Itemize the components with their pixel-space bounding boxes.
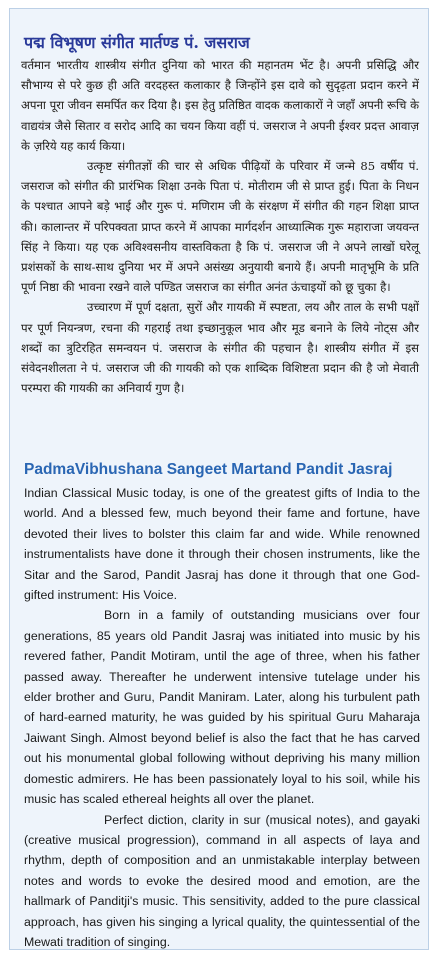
english-paragraph-3: Perfect diction, clarity in sur (musical notes), and gayaki (creative musical progression), command in all aspects of laya and rhythm, depth of composition and an unmistakable interplay between notes and words to evoke the desired mood and emotion, are the hallmark of Panditji's music. This sensitivity, added to the pure classical approach, has given his singing a lyrical quality, the quintessential of the Mewati tradition of singing. <box>24 812 420 949</box>
english-paragraph-1: Indian Classical Music today, is one of the greatest gifts of India to the world. And a blessed few, much beyond their fame and fortune, have devoted their lives to bolster this claim far and wide. While renowned instrumentalists have done it through their chosen instruments, like the Sitar and the Sarod, Pandit Jasraj has done it through that one God-gifted instrument: His Voice. <box>24 486 420 603</box>
hindi-paragraph-3: उच्चारण में पूर्ण दक्षता, सुरों और गायकी में स्पष्टता, लय और ताल के सभी पक्षों पर पूर्ण नियन्त्रण, रचना की गहराई तथा इच्छानुकूल भाव और मूड बनाने के लिये नोट्स और शब्दों का त्रुटिरहित समन्वयन पं. जसराज के संगीत की पहचान है। शास्त्रीय संगीत में इस संवेदनशीलता ने पं. जसराज जी की गायकी को एक शाब्दिक विशिष्टता प्रदान की है जो मेवाती परम्परा की गायकी का अनिवार्य गुण है। <box>21 300 419 396</box>
hindi-paragraph-2: उत्कृष्ट संगीतज्ञों की चार से अधिक पीढ़ियों के परिवार में जन्मे 85 वर्षीय पं. जसराज को संगीत की प्रारंभिक शिक्षा उनके पिता पं. मोतीराम जी से प्राप्त हुई। पिता के निधन के पश्चात आपने बड़े भाई और गुरू पं. मणिराम जी के संरक्षण में संगीत की गहन शिक्षा प्राप्त की। कालान्तर में परिपक्वता प्राप्त करने में आपका मार्गदर्शन आध्यात्मिक गुरू महाराजा जयवन्त सिंह ने किया। यह एक अविश्वसनीय वास्तविकता है कि पं. जसराज जी ने अपने लाखों घरेलू प्रशंसकों के साथ-साथ दुनिया भर में अपने असंख्य अनुयायी बनाये हैं। अपनी मातृभूमि के प्रति पूर्ण निष्ठा की भावना रखने वाले पण्डित जसराज का संगीत अनंत ऊंचाइयों को छू चुका है। <box>21 159 419 295</box>
english-paragraph-2: Born in a family of outstanding musicians over four generations, 85 years old Pandit Jasraj was initiated into music by his revered father, Pandit Motiram, until the age of three, when his father passed away. Thereafter he underwent intensive tutelage under his elder brother and Guru, Pandit Maniram. Later, along his turbulent path of hard-earned maturity, he was guided by his spiritual Guru Maharaja Jaiwant Singh. Almost beyond belief is also the fact that he has carved out his monumental global following without depriving his many million domestic admirers. He has been passionately loyal to his soil, while his music has scaled ethereal heights all over the planet. <box>24 608 420 807</box>
hindi-article <box>21 33 419 398</box>
hindi-article-title: पद्म विभूषण संगीत मार्तण्ड पं. जसराज <box>24 33 250 52</box>
english-article-title: PadmaVibhushana Sangeet Martand Pandit Jasraj <box>24 461 393 478</box>
article-panel <box>9 8 429 950</box>
english-article <box>24 460 420 950</box>
hindi-paragraph-1: वर्तमान भारतीय शास्त्रीय संगीत दुनिया को भारत की महानतम भेंट है। अपनी प्रसिद्धि और सौभाग्य से परे कुछ ही अति वरदहस्त कलाकार है जिन्होंने इस दावे को सुदृढ़ता प्रदान करने में अपना पूरा जीवन समर्पित कर दिया है। इस हेतु प्रतिष्ठित वादक कलाकारों ने जहाँ अपनी रूचि के वाद्ययंत्र जैसे सितार व सरोद आदि का चयन किया वहीं पं. जसराज ने अपनी ईश्वर प्रदत्त आवाज़ के ज़रिये यह कार्य किया। <box>21 58 419 153</box>
